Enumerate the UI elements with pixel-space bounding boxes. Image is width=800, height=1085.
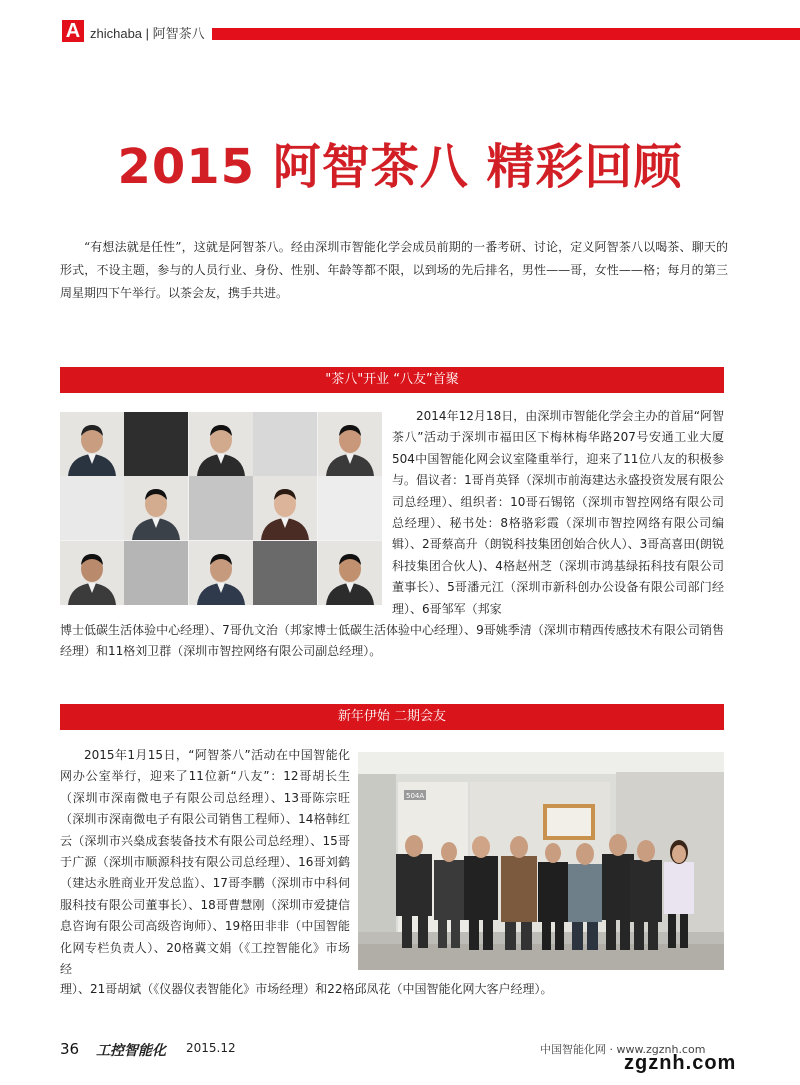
mosaic-tile xyxy=(189,476,253,540)
page-title: 2015 阿智茶八 精彩回顾 xyxy=(117,139,683,195)
section1-text-continued: 博士低碳生活体验中心经理）、7哥仇文治（邦家博士低碳生活体验中心经理）、9哥姚季清（深圳市精西传感技术有限公司销售经理）和11格刘卫群（深圳市智控网络有限公司副总经理）。 xyxy=(60,623,724,659)
header-red-bar xyxy=(212,28,800,40)
member-portrait xyxy=(318,412,382,476)
section1-text xyxy=(392,406,724,620)
portrait-grid xyxy=(60,412,382,605)
member-portrait xyxy=(124,476,188,540)
publication-logo: 工控智能化 xyxy=(96,1043,166,1059)
watermark: zgznh.com xyxy=(624,1052,737,1074)
mosaic-tile xyxy=(124,541,188,605)
mosaic-tile xyxy=(318,476,382,540)
member-portrait xyxy=(253,476,317,540)
mosaic-tile xyxy=(253,541,317,605)
issue-date: 2015.12 xyxy=(186,1041,236,1055)
section2-banner: 新年伊始 二期会友 xyxy=(60,704,724,730)
mosaic-tile xyxy=(60,476,124,540)
section2-text xyxy=(60,745,350,980)
mosaic-tile xyxy=(124,412,188,476)
member-portrait xyxy=(60,541,124,605)
member-portrait xyxy=(318,541,382,605)
door-sign-text: 504A xyxy=(406,792,425,800)
header-section-label: zhichaba | 阿智茶八 xyxy=(90,26,205,41)
section1-banner: "茶八"开业 “八友”首聚 xyxy=(60,367,724,393)
page-number: 36 xyxy=(60,1040,80,1058)
member-portrait xyxy=(189,541,253,605)
section2-paragraph: 2015年1月15日，“阿智茶八”活动在中国智能化网办公室举行，迎来了11位新“八友”：12哥胡长生（深圳市深南微电子有限公司总经理）、13哥陈宗旺（深圳市深南微电子有限公司销售工程师）、14格韩红云（深圳市兴燊成套装备技术有限公司总经理）、15哥于广源（深圳市顺源科技有限公司总经理）、16哥刘鹤（建达永胜商业开发总监）、17哥李鹏（深圳市中科伺服科技有限公司董事长）、18哥曹慧刚（深圳市爱捷信息咨询有限公司高级咨询师）、19格田非非（中国智能化网专栏负责人）、20格冀文娟（《工控智能化》市场经 xyxy=(60,748,350,977)
section2-text-continued: 理）、21哥胡斌（《仪器仪表智能化》市场经理）和22格邱凤花（中国智能化网大客户经理）。 xyxy=(60,982,553,996)
site-credit: 中国智能化网 · www.zgznh.com xyxy=(540,1043,706,1056)
intro-paragraph: “有想法就是任性”，这就是阿智茶八。经由深圳市智能化学会成员前期的一番考研、讨论，定义阿智茶八以喝茶、聊天的形式，不设主题，参与的人员行业、身份、性别、年龄等都不限，以到场的先后排名，男性——哥，女性——格；每月的第三周星期四下午举行。以茶会友，携手共进。 xyxy=(60,240,728,300)
member-portrait xyxy=(189,412,253,476)
mosaic-tile xyxy=(253,412,317,476)
section-letter-badge: A xyxy=(62,20,84,42)
group-photo xyxy=(358,752,724,970)
section1-paragraph: 2014年12月18日，由深圳市智能化学会主办的首届“阿智茶八”活动于深圳市福田区下梅林梅华路207号安通工业大厦504中国智能化网会议室隆重举行，迎来了11位八友的积极参与。倡议者：1哥肖英铎（深圳市前海建达永盛投资发展有限公司总经理）、组织者：10哥石锡铭（深圳市智控网络有限公司总经理）、秘书处：8格骆彩霞（深圳市智控网络有限公司编辑）、2哥蔡高升（朗锐科技集团创始合伙人）、3哥高喜田(朗锐科技集团合伙人)、4格赵州芝（深圳市鸿基绿拓科技有限公司董事长）、5哥潘元江（深圳市新科创办公设备有限公司部门经理）、6哥邹军（邦家 xyxy=(392,409,724,616)
member-portrait xyxy=(60,412,124,476)
